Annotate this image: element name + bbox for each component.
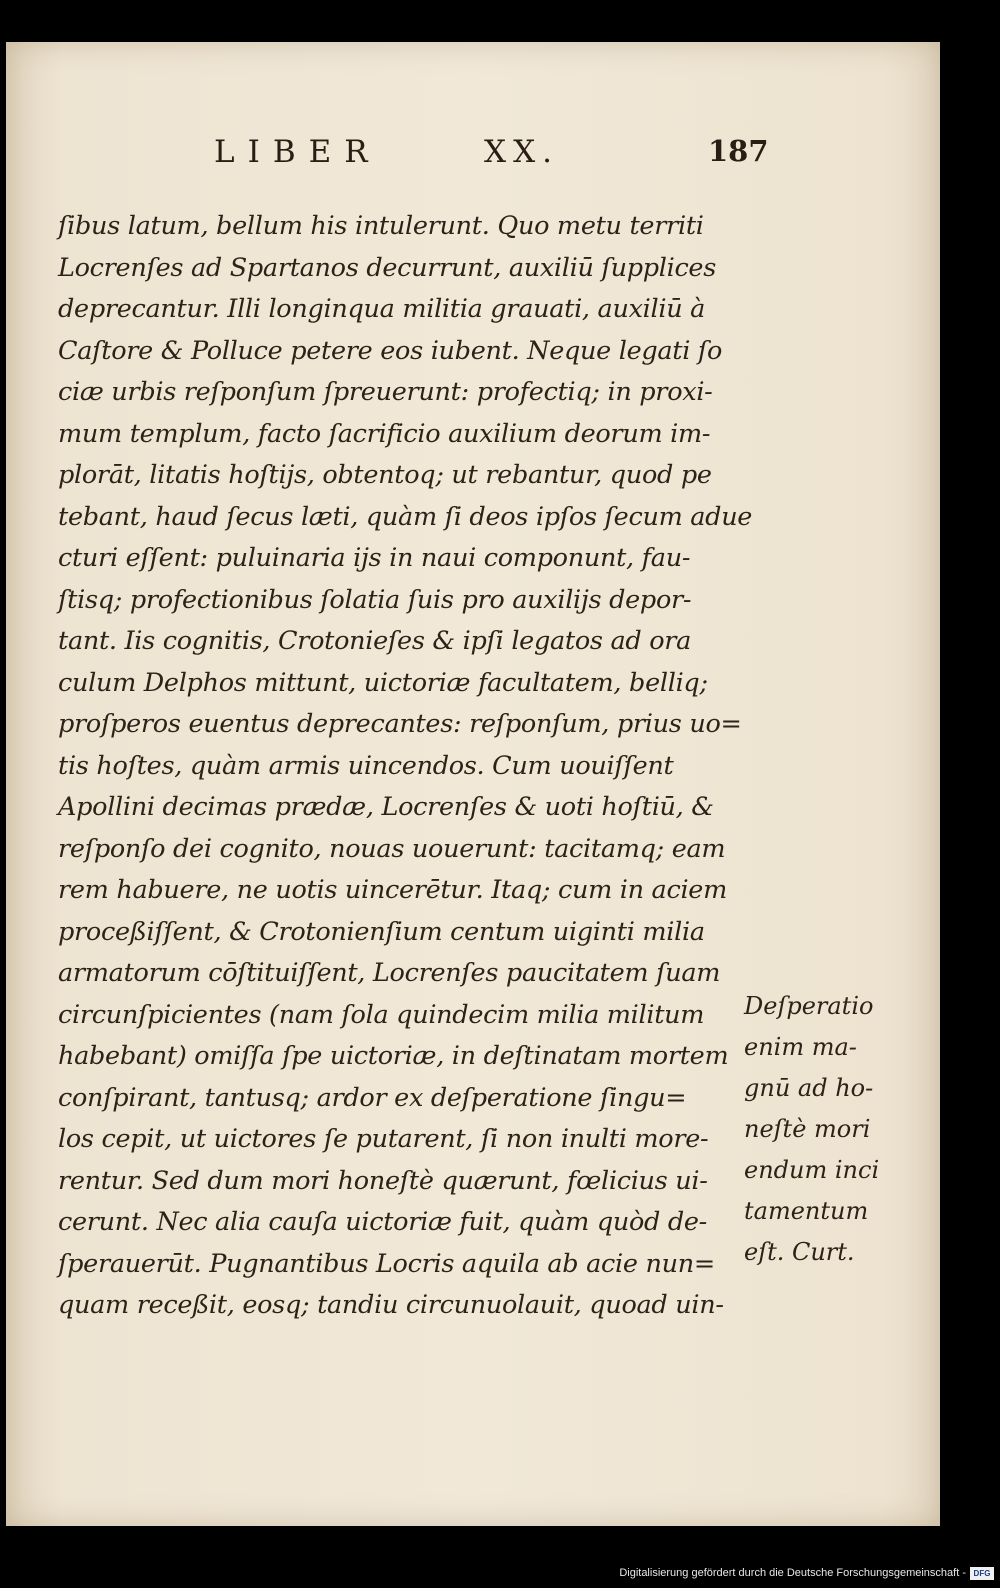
- text-line: Caſtore & Polluce petere eos iubent. Neque legati ſo: [58, 335, 723, 366]
- credit-text: Digitalisierung gefördert durch die Deutsche Forschungsgemeinschaft -: [619, 1567, 966, 1579]
- margin-note-line: gnū ad ho-: [744, 1074, 874, 1102]
- text-line: proſperos euentus deprecantes: reſponſum, prius uo=: [58, 709, 742, 739]
- text-line: proceßiſſent, & Crotonienſium centum uiginti milia: [58, 916, 705, 947]
- text-line: rem habuere, ne uotis uincerētur. Itaq; cum in aciem: [58, 875, 727, 905]
- margin-note-line: enim ma-: [744, 1033, 857, 1061]
- text-line: mum templum, facto ſacrificio auxilium deorum im-: [58, 418, 711, 449]
- text-line: ſtisq; profectionibus ſolatia ſuis pro auxilijs depor-: [58, 584, 692, 615]
- digitization-credit: [619, 1562, 994, 1584]
- margin-note-line: tamentum: [744, 1197, 869, 1225]
- text-line: los cepit, ut uictores ſe putarent, ſi non inulti more-: [58, 1124, 709, 1154]
- margin-note-line: Deſperatio: [744, 992, 874, 1020]
- text-line: tis hoſtes, quàm armis uincendos. Cum uouiſſent: [58, 750, 674, 781]
- text-line: quam receßit, eosq; tandiu circunuolauit, quoad uin-: [58, 1290, 724, 1320]
- text-line: conſpirant, tantusq; ardor ex deſperatione ſingu=: [58, 1082, 687, 1113]
- text-line: reſponſo dei cognito, nouas uouerunt: tacitamq; eam: [58, 833, 726, 864]
- text-line: Apollini decimas prædæ, Locrenſes & uoti hoſtiū, &: [58, 792, 714, 822]
- margin-note-line: neſtè mori: [744, 1115, 871, 1143]
- text-line: tebant, haud ſecus læti, quàm ſi deos ipſos ſecum adue: [58, 501, 753, 532]
- text-line: habebant) omiſſa ſpe uictoriæ, in deſtinatam mortem: [58, 1041, 729, 1071]
- header-book-number: XX.: [484, 134, 559, 170]
- dfg-logo-icon: DFG: [970, 1567, 994, 1580]
- text-line: circunſpicientes (nam ſola quindecim milia militum: [58, 999, 705, 1030]
- book-page: [6, 42, 940, 1526]
- marginal-note: [744, 986, 924, 1273]
- header-book-label: LIBER: [214, 134, 381, 170]
- text-line: tant. Iis cognitis, Crotonieſes & ipſi legatos ad ora: [58, 626, 692, 656]
- margin-note-line: endum inci: [744, 1156, 880, 1184]
- margin-note-line: eſt. Curt.: [744, 1238, 855, 1266]
- text-line: cturi eſſent: puluinaria ijs in naui componunt, fau-: [58, 543, 691, 573]
- text-line: ſibus latum, bellum his intulerunt. Quo metu territi: [58, 211, 704, 241]
- text-line: Locrenſes ad Spartanos decurrunt, auxiliū ſupplices: [58, 252, 717, 283]
- text-line: culum Delphos mittunt, uictoriæ facultatem, belliq;: [58, 667, 708, 698]
- text-line: armatorum cōſtituiſſent, Locrenſes paucitatem ſuam: [58, 958, 721, 988]
- text-line: deprecantur. Illi longinqua militia grauati, auxiliū à: [58, 294, 706, 324]
- main-text-block: [58, 206, 753, 1327]
- text-line: ſperauerūt. Pugnantibus Locris aquila ab acie nun=: [58, 1248, 715, 1279]
- text-line: rentur. Sed dum mori honeſtè quærunt, fœlicius ui-: [58, 1165, 708, 1196]
- running-header: [6, 134, 940, 184]
- text-line: plorāt, litatis hoſtijs, obtentoq; ut rebantur, quod pe: [58, 460, 712, 490]
- text-line: ciæ urbis reſponſum ſpreuerunt: profectiq; in proxi-: [58, 377, 713, 407]
- page-number: 187: [708, 134, 769, 168]
- text-line: cerunt. Nec alia cauſa uictoriæ fuit, quàm quòd de-: [58, 1207, 707, 1237]
